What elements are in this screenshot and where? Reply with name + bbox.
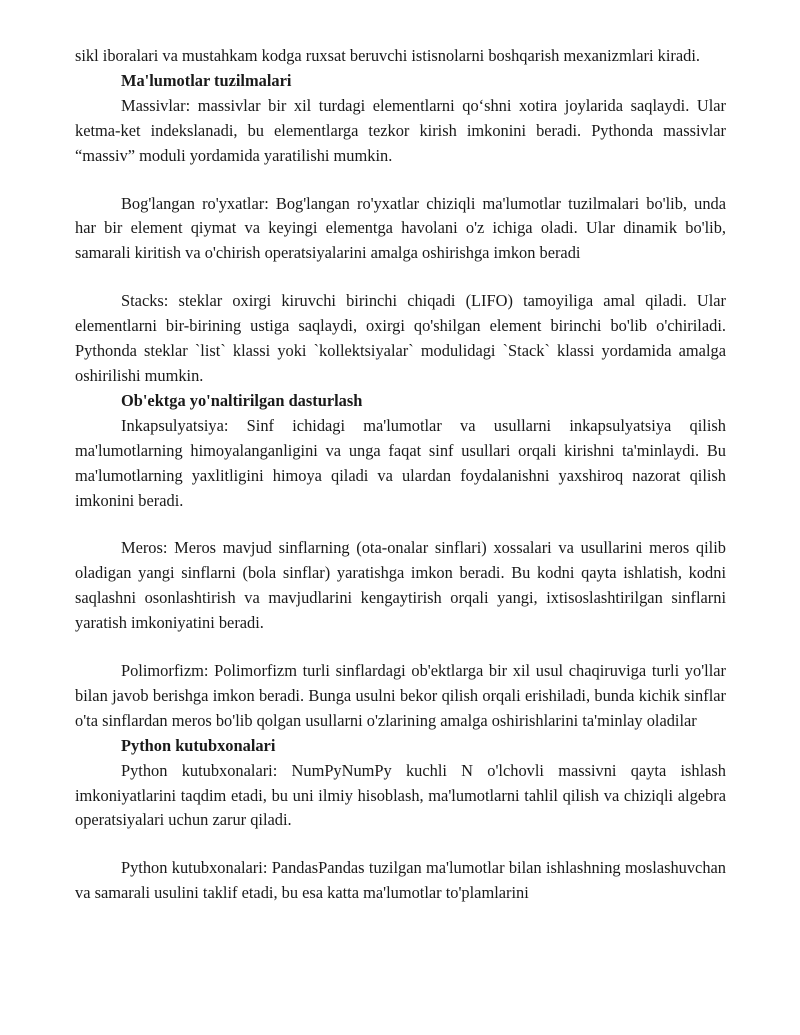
section-heading-data-structures: Ma'lumotlar tuzilmalari — [121, 70, 292, 90]
section-heading-libraries: Python kutubxonalari — [121, 735, 276, 755]
paragraph-pandas: Python kutubxonalari: PandasPandas tuzilgan ma'lumotlar bilan ishlashning moslashuvchan va samarali usulini taklif etadi, bu esa katta ma'lumotlar to'plamlarini — [75, 858, 726, 903]
paragraph-stacks: Stacks: steklar oxirgi kiruvchi birinchi chiqadi (LIFO) tamoyiliga amal qiladi. Ular elementlarni bir-birining ustiga saqlaydi, oxirgi qo'shilgan element birinchi bo'lib o'chiriladi. Pythonda steklar `list` klassi yoki `kollektsiyalar` modulidagi `Stack` klassi yordamida amalga oshirilishi mumkin. — [75, 291, 726, 385]
paragraph-numpy: Python kutubxonalari: NumPyNumPy kuchli N o'lchovli massivni qayta ishlash imkoniyatlarini taqdim etadi, bu uni ilmiy hisoblash, ma'lumotlarni tahlil qilish va chiziqli algebra operatsiyalari uchun zarur qiladi. — [75, 760, 726, 830]
document-page — [75, 44, 726, 906]
paragraph-encapsulation: Inkapsulyatsiya: Sinf ichidagi ma'lumotlar va usullarni inkapsulyatsiya qilish ma'lumotlarning himoyalanganligini va unga faqat sinf usullari orqali kirishni ta'minlaydi. Bu ma'lumotlarning yaxlitligini himoya qiladi va ulardan foydalanishni yaxshiroq nazorat qilish imkonini beradi. — [75, 415, 726, 510]
paragraph-arrays: Massivlar: massivlar bir xil turdagi elementlarni qo‘shni xotira joylarida saqlaydi. Ular ketma-ket indekslanadi, bu elementlarga tezkor kirish imkonini beradi. Pythonda massivlar “massiv” moduli yordamida yaratilishi mumkin. — [75, 95, 726, 165]
paragraph-inheritance: Meros: Meros mavjud sinflarning (ota-onalar sinflari) xossalari va usullarini meros qilib oladigan yangi sinflarni (bola sinflar) yaratishga imkon beradi. Bu kodni qayta ishlatish, kodni saqlashni osonlashtirish va mavjudlarini kengaytirish orqali yangi, ixtisoslashtirilgan sinflarni yaratish imkoniyatini beradi. — [75, 538, 726, 633]
section-heading-oop: Ob'ektga yo'naltirilgan dasturlash — [121, 390, 363, 410]
intro-paragraph-tail: sikl iboralari va mustahkam kodga ruxsat beruvchi istisnolarni boshqarish mexanizmlari kiradi. — [75, 46, 700, 65]
paragraph-polymorphism: Polimorfizm: Polimorfizm turli sinflardagi ob'ektlarga bir xil usul chaqiruviga turli yo'llar bilan javob berishga imkon beradi. Bunga usulni bekor qilish orqali erishiladi, bunda kichik sinflar o'ta sinflardan meros bo'lib qolgan usullarni o'zlarining amalga oshirishlarini ta'minlay oladilar — [75, 661, 726, 730]
paragraph-linked-lists: Bog'langan ro'yxatlar: Bog'langan ro'yxatlar chiziqli ma'lumotlar tuzilmalari bo'lib, unda har bir element qiymat va keyingi elementga havolani o'z ichiga oladi. Ular dinamik bo'lib, samarali kiritish va o'chirish operatsiyalarini amalga oshirishga imkon beradi — [75, 193, 726, 263]
